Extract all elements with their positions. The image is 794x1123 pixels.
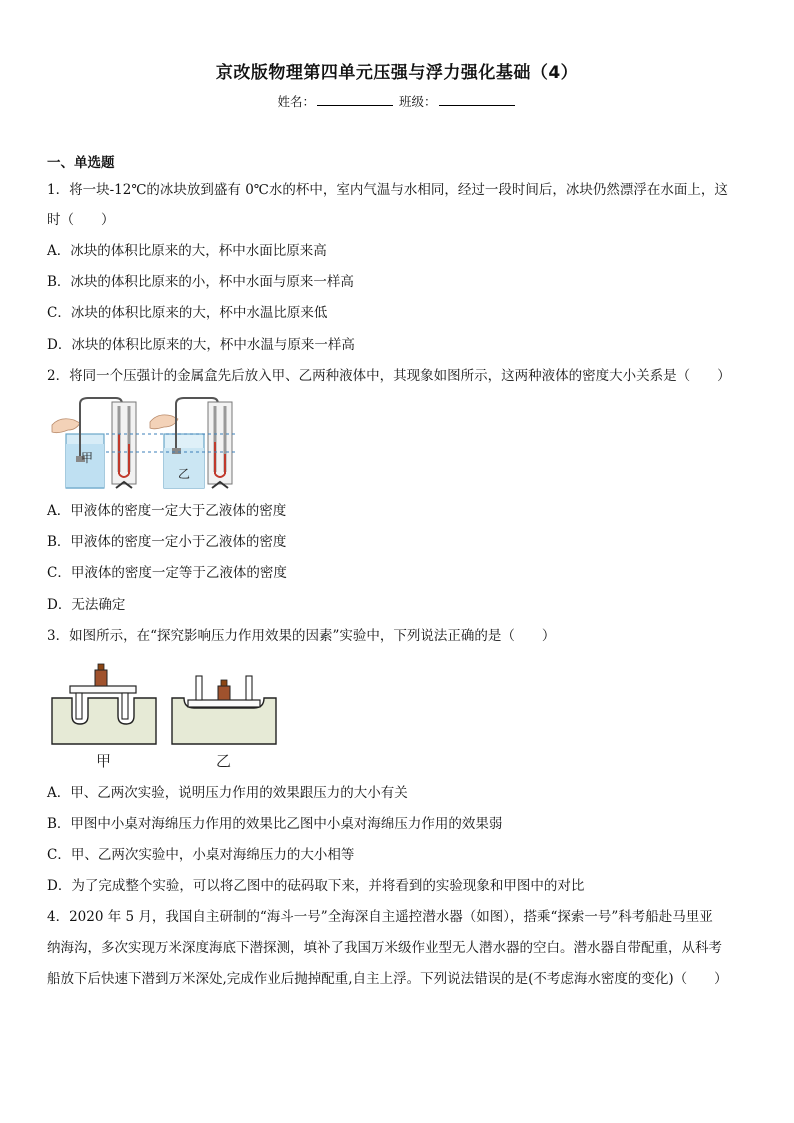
q1-stem-line2: 时（ ） xyxy=(47,212,115,228)
q2-option-b: B．甲液体的密度一定小于乙液体的密度 xyxy=(47,534,287,550)
label-yi: 乙 xyxy=(216,752,232,770)
q3-stem: 3．如图所示，在“探究影响压力作用效果的因素”实验中，下列说法正确的是（ ） xyxy=(47,628,556,644)
class-blank[interactable] xyxy=(439,93,515,106)
label-jia: 甲 xyxy=(96,752,112,770)
q1-stem-line1: 1．将一块-12℃的冰块放到盛有 0℃水的杯中，室内气温与水相同，经过一段时间后，冰块仍然漂浮在水面上，这 xyxy=(47,182,728,198)
hand-icon xyxy=(150,415,178,429)
q1-option-c: C．冰块的体积比原来的大，杯中水温比原来低 xyxy=(47,305,328,321)
label-yi: 乙 xyxy=(178,467,191,481)
q2-option-c: C．甲液体的密度一定等于乙液体的密度 xyxy=(47,565,287,581)
page-title: 京改版物理第四单元压强与浮力强化基础（4） xyxy=(215,63,579,83)
q2-option-a: A．甲液体的密度一定大于乙液体的密度 xyxy=(47,503,287,519)
q4-line3: 船放下后快速下潜到万米深处,完成作业后抛掉配重,自主上浮。下列说法错误的是(不考虑海水密度的变化)（ ） xyxy=(47,971,728,987)
q4-line2: 纳海沟，多次实现万米深度海底下潜探测，填补了我国万米级作业型无人潜水器的空白。潜水器自带配重，从科考 xyxy=(47,940,722,956)
q2-pressure-gauge-figure xyxy=(46,392,246,494)
q1-option-d: D．冰块的体积比原来的大，杯中水温与原来一样高 xyxy=(47,337,355,353)
label-jia: 甲 xyxy=(81,451,94,465)
hand-icon xyxy=(52,419,80,433)
q3-sponge-table-figure xyxy=(50,658,278,770)
u-tube-gauge-yi xyxy=(208,402,232,488)
section-heading: 一、单选题 xyxy=(47,155,115,171)
sponge-jia xyxy=(52,698,156,744)
q2-option-d: D．无法确定 xyxy=(47,597,126,613)
q4-line1: 4．2020 年 5 月，我国自主研制的“海斗一号”全海深自主遥控潜水器（如图），搭乘“探索一号”科考船赴马里亚 xyxy=(47,909,713,925)
q1-option-a: A．冰块的体积比原来的大，杯中水面比原来高 xyxy=(47,243,327,259)
class-label: 班级： xyxy=(398,94,437,109)
u-tube-gauge-jia xyxy=(112,402,136,488)
q3-option-a: A．甲、乙两次实验，说明压力作用的效果跟压力的大小有关 xyxy=(47,785,408,801)
q1-option-b: B．冰块的体积比原来的小，杯中水面与原来一样高 xyxy=(47,274,354,290)
q2-stem: 2．将同一个压强计的金属盒先后放入甲、乙两种液体中，其现象如图所示，这两种液体的密度大小关系是（ ） xyxy=(47,368,731,384)
q3-option-d: D．为了完成整个实验，可以将乙图中的砝码取下来，并将看到的实验现象和甲图中的对比 xyxy=(47,878,585,894)
q3-option-c: C．甲、乙两次实验中，小桌对海绵压力的大小相等 xyxy=(47,847,355,863)
name-label: 姓名： xyxy=(277,94,315,109)
name-blank[interactable] xyxy=(317,93,393,106)
student-info xyxy=(0,92,794,110)
q3-option-b: B．甲图中小桌对海绵压力作用的效果比乙图中小桌对海绵压力作用的效果弱 xyxy=(47,816,503,832)
small-table-yi xyxy=(188,676,260,707)
